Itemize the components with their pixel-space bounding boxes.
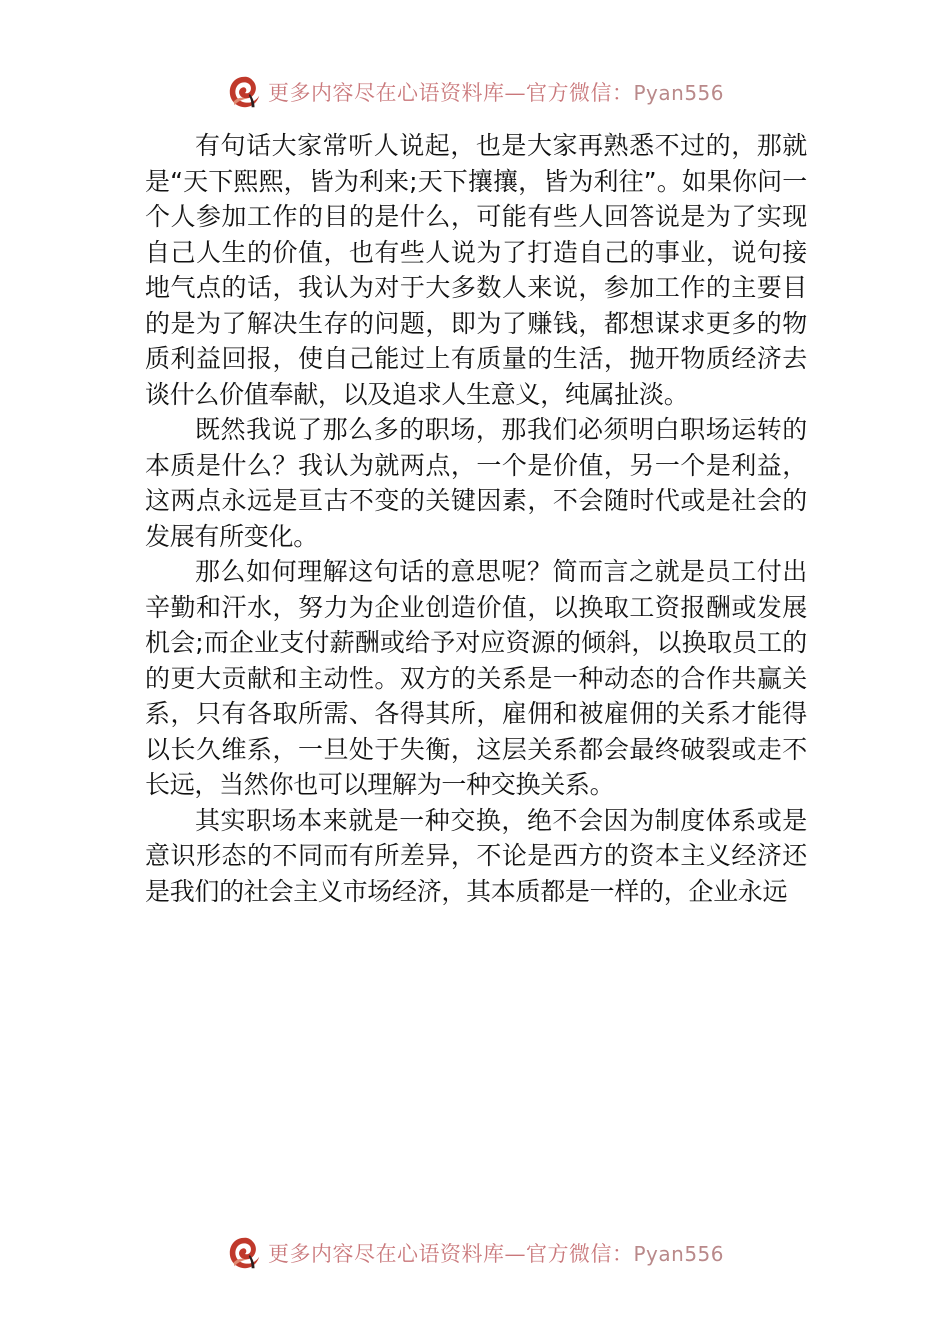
page-footer-banner bbox=[0, 1233, 950, 1273]
paragraph-3: 那么如何理解这句话的意思呢？简而言之就是员工付出辛勤和汗水，努力为企业创造价值，以换取工资报酬或发展机会;而企业支付薪酬或给予对应资源的倾斜，以换取员工的的更大贡献和主动性。双方的关系是一种动态的合作共赢关系，只有各取所需、各得其所，雇佣和被雇佣的关系才能得以长久维系，一旦处于失衡，这层关系都会最终破裂或走不长远，当然你也可以理解为一种交换关系。 bbox=[145, 557, 807, 799]
header-library-text: 更多内容尽在心语资料库—官方微信：Pyan556 bbox=[267, 81, 724, 105]
paragraph-4: 其实职场本来就是一种交换，绝不会因为制度体系或是意识形态的不同而有所差异，不论是西方的资本主义经济还是我们的社会主义市场经济，其本质都是一样的，企业永远 bbox=[145, 805, 807, 906]
swirl-logo-icon bbox=[226, 1234, 264, 1272]
header-wechat-id: Pyan556 bbox=[633, 81, 724, 105]
paragraph-2: 既然我说了那么多的职场，那我们必须明白职场运转的本质是什么？我认为就两点，一个是价值，另一个是利益，这两点永远是亘古不变的关键因素，不会随时代或是社会的发展有所变化。 bbox=[145, 415, 807, 551]
swirl-logo-icon bbox=[226, 73, 264, 111]
footer-library-text: 更多内容尽在心语资料库—官方微信：Pyan556 bbox=[267, 1242, 724, 1266]
paragraph-1: 有句话大家常听人说起，也是大家再熟悉不过的，那就是“天下熙熙，皆为利来;天下攘攘，皆为利往”。如果你问一个人参加工作的目的是什么，可能有些人回答说是为了实现自己人生的价值，也有些人说为了打造自己的事业，说句接地气点的话，我认为对于大多数人来说，参加工作的主要目的是为了解决生存的问题，即为了赚钱，都想谋求更多的物质利益回报，使自己能过上有质量的生活，抛开物质经济去谈什么价值奉献，以及追求人生意义，纯属扯淡。 bbox=[145, 131, 807, 409]
page-header-banner bbox=[0, 72, 950, 112]
document-body bbox=[145, 128, 807, 909]
footer-wechat-id: Pyan556 bbox=[633, 1242, 724, 1266]
